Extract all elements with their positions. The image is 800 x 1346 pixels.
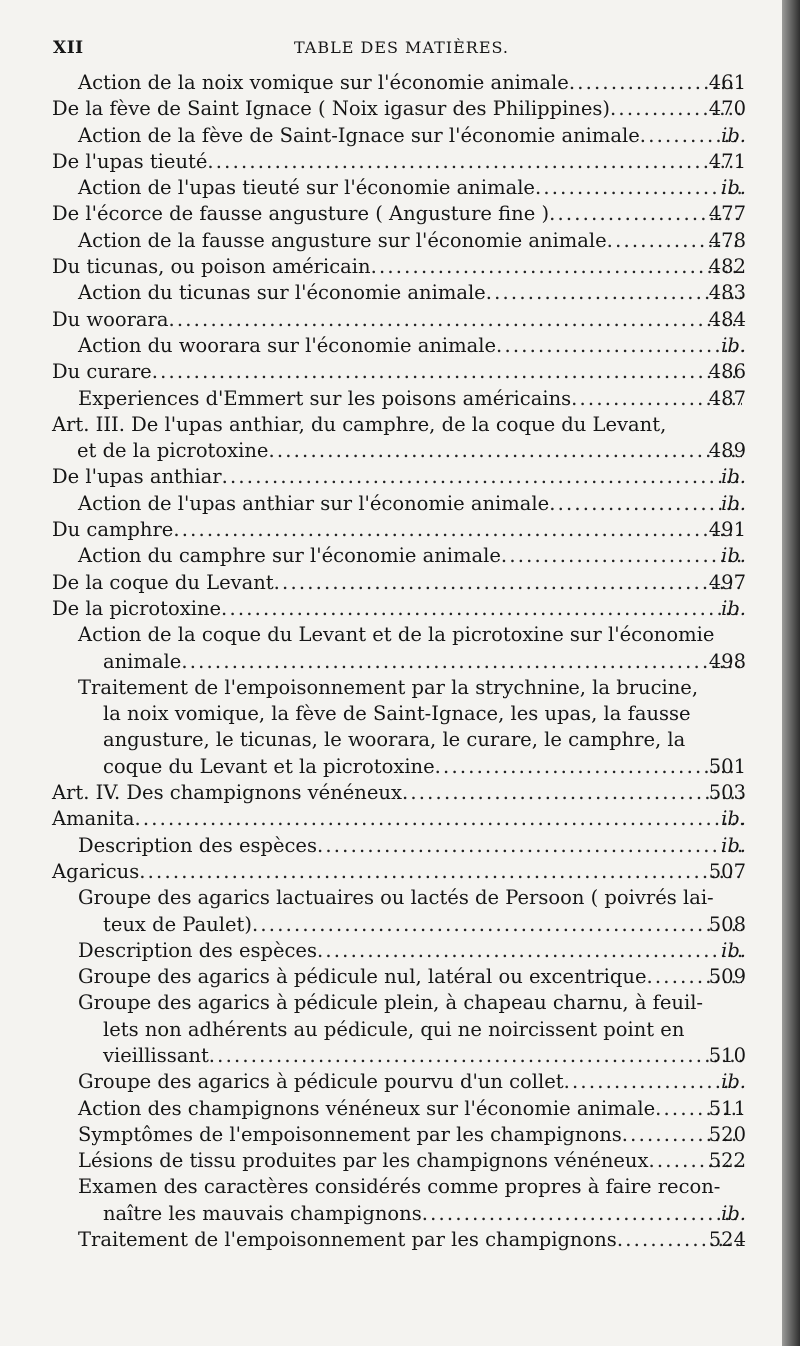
toc-entry-line — [78, 990, 742, 1016]
dot-leader — [134, 806, 742, 832]
running-title: TABLE DES MATIÈRES. — [294, 38, 509, 57]
toc-page-number: ib. — [721, 1201, 746, 1225]
toc-entry-text: De la fève de Saint Ignace ( Noix igasur des Philippines) — [52, 97, 611, 121]
toc-page-number: 483 — [708, 281, 746, 305]
toc-entry — [78, 938, 782, 964]
toc-entry — [78, 1148, 782, 1174]
toc-entry-line — [52, 780, 742, 806]
toc-entry-text: Art. III. De l'upas anthiar, du camphre, de la coque du Levant, — [52, 412, 667, 436]
toc-entry-line — [52, 149, 742, 175]
toc-entry-text: coque du Levant et la picrotoxine — [103, 754, 435, 778]
toc-page-number: ib. — [721, 833, 746, 857]
toc-page-number: ib. — [721, 333, 746, 357]
toc-entry-text: Amanita — [52, 807, 135, 831]
toc-page-number: ib. — [721, 938, 746, 962]
toc-page-number: 520 — [708, 1122, 746, 1146]
toc-page-number: 486 — [708, 360, 746, 384]
toc-page-number: 478 — [708, 228, 746, 252]
toc-entry-line — [52, 359, 742, 385]
toc-page-number: 511 — [708, 1096, 746, 1120]
toc-entry-line — [52, 438, 742, 464]
toc-entry-text: Traitement de l'empoisonnement par la strychnine, la brucine, — [78, 675, 699, 699]
page-edge-shadow — [782, 0, 800, 1346]
toc-entry — [78, 543, 782, 569]
toc-page-number: 501 — [708, 754, 746, 778]
toc-entry — [78, 675, 782, 780]
toc-entry-line — [78, 622, 742, 648]
dot-leader — [207, 149, 742, 175]
toc-entry-line — [78, 885, 742, 911]
toc-entry-line — [52, 859, 742, 885]
toc-entry — [52, 859, 782, 885]
toc-page-number: 497 — [708, 570, 746, 594]
page-header — [53, 38, 750, 64]
toc-entry-line — [78, 228, 742, 254]
toc-entry-line — [52, 517, 742, 543]
toc-page-number: ib. — [721, 491, 746, 515]
toc-entry — [52, 570, 782, 596]
dot-leader — [274, 570, 742, 596]
toc-entry-text: Groupe des agarics à pédicule pourvu d'un collet — [78, 1070, 564, 1094]
toc-page-number: 484 — [708, 307, 746, 331]
toc-entry-text: De la picrotoxine — [52, 596, 222, 620]
toc-page-number: 489 — [708, 439, 746, 463]
toc-entry-text: Groupe des agarics à pédicule nul, latéral ou excentrique — [78, 965, 647, 989]
toc-entry-text: Lésions de tissu produites par les champignons vénéneux — [78, 1149, 649, 1173]
toc-entry-text: Du woorara — [52, 307, 169, 331]
toc-entry — [78, 1096, 782, 1122]
toc-entry-line — [78, 386, 742, 412]
toc-page-number: ib. — [721, 807, 746, 831]
toc-entry-text: Action de la fève de Saint-Ignace sur l'économie animale — [78, 123, 640, 147]
toc-entry-line — [78, 280, 742, 306]
toc-entry-line — [78, 1227, 742, 1253]
toc-entry — [52, 806, 782, 832]
dot-leader — [168, 307, 742, 333]
toc-entry-text: vieillissant — [103, 1043, 209, 1067]
toc-entry-text: Du camphre — [52, 518, 174, 542]
toc-page-number: 471 — [708, 149, 746, 173]
toc-entry-line — [78, 491, 742, 517]
toc-entry-line — [52, 806, 742, 832]
dot-leader — [221, 596, 742, 622]
toc-entry — [52, 412, 782, 465]
toc-page-number: ib. — [721, 544, 746, 568]
toc-entry-line — [78, 727, 742, 753]
toc-entry-line — [52, 96, 742, 122]
toc-page-number: 470 — [708, 97, 746, 121]
toc-entry-text: animale — [103, 649, 182, 673]
toc-entry-text: Description des espèces — [78, 938, 317, 962]
toc-entry-text: Description des espèces — [78, 833, 317, 857]
toc-entry-line — [78, 70, 742, 96]
toc-entry-line — [52, 307, 742, 333]
toc-entry-text: Examen des caractères considérés comme propres à faire recon- — [78, 1175, 721, 1199]
toc-entry-text: Symptômes de l'empoisonnement par les champignons — [78, 1122, 622, 1146]
toc-entry-text: Art. IV. Des champignons vénéneux — [52, 781, 402, 805]
toc-entry — [78, 1122, 782, 1148]
toc-entry-text: Action du camphre sur l'économie animale — [78, 544, 501, 568]
toc-entry-line — [52, 254, 742, 280]
toc-entry — [52, 254, 782, 280]
toc-entry-line — [78, 675, 742, 701]
toc-entry-text: Groupe des agarics à pédicule plein, à chapeau charnu, à feuil- — [78, 991, 704, 1015]
toc-entry-line — [78, 1043, 742, 1069]
toc-entry — [78, 1227, 782, 1253]
toc-entry-text: Action des champignons vénéneux sur l'économie animale — [78, 1096, 656, 1120]
toc-entry — [78, 885, 782, 938]
toc-entry — [78, 70, 782, 96]
toc-page-number: 487 — [708, 386, 746, 410]
toc-entry-line — [52, 596, 742, 622]
toc-entry-line — [78, 1122, 742, 1148]
dot-leader — [402, 780, 742, 806]
toc-entry — [78, 622, 782, 675]
toc-entry-text: lets non adhérents au pédicule, qui ne noircissent point en — [103, 1017, 685, 1041]
toc-entry — [52, 96, 782, 122]
toc-entry-line — [52, 412, 742, 438]
toc-entry-line — [78, 964, 742, 990]
toc-entry — [52, 596, 782, 622]
dot-leader — [317, 833, 742, 859]
toc-entry — [78, 833, 782, 859]
toc-entry-line — [52, 570, 742, 596]
toc-entry — [78, 386, 782, 412]
toc-entry-text: De l'écorce de fausse angusture ( Angusture fine ) — [52, 202, 550, 226]
toc-page-number: 477 — [708, 202, 746, 226]
toc-entry-line — [78, 1017, 742, 1043]
dot-leader — [209, 1043, 742, 1069]
toc-entry-text: De l'upas anthiar — [52, 465, 222, 489]
toc-entry — [78, 1174, 782, 1227]
toc-page-number: 524 — [708, 1228, 746, 1252]
toc-entry — [78, 990, 782, 1069]
toc-entry-line — [78, 1148, 742, 1174]
toc-entry-text: angusture, le ticunas, le woorara, le curare, le camphre, la — [103, 728, 686, 752]
toc-entry — [78, 123, 782, 149]
toc-entry-text: Experiences d'Emmert sur les poisons américains — [78, 386, 572, 410]
toc-entry-line — [78, 175, 742, 201]
toc-entry-text: teux de Paulet) — [103, 912, 253, 936]
toc-entry-line — [78, 938, 742, 964]
toc-entry-line — [78, 833, 742, 859]
page-folio: XII — [53, 38, 84, 58]
toc-entry-line — [78, 912, 742, 938]
toc-page-number: 491 — [708, 518, 746, 542]
toc-entry-text: Action de la noix vomique sur l'économie animale — [78, 71, 569, 94]
toc-entry-line — [52, 464, 742, 490]
toc-entry — [52, 359, 782, 385]
toc-page-number: 508 — [708, 912, 746, 936]
toc-entry-line — [52, 201, 742, 227]
toc-entry-text: et de la picrotoxine — [77, 439, 269, 463]
toc-page-number: 461 — [708, 71, 746, 94]
toc-entry — [78, 228, 782, 254]
toc-entry — [78, 333, 782, 359]
toc-entry — [52, 464, 782, 490]
toc-entry-line — [78, 1201, 742, 1227]
toc-entry — [52, 307, 782, 333]
toc-entry — [52, 780, 782, 806]
toc-page-number: ib. — [721, 123, 746, 147]
toc-page-number: 522 — [708, 1149, 746, 1173]
dot-leader — [222, 464, 742, 490]
toc-entry-text: Agaricus — [52, 859, 140, 883]
toc-entry-line — [78, 754, 742, 780]
toc-entry-text: Action de l'upas tieuté sur l'économie animale — [78, 176, 535, 200]
toc-page-number: 503 — [708, 781, 746, 805]
toc-page-number: 510 — [708, 1043, 746, 1067]
dot-leader — [139, 859, 742, 885]
toc-entry-line — [78, 543, 742, 569]
dot-leader — [173, 517, 742, 543]
toc-entry-text: Action de la fausse angusture sur l'économie animale — [78, 228, 607, 252]
toc-entry-text: Du curare — [52, 360, 152, 384]
toc-page-number: ib. — [721, 596, 746, 620]
dot-leader — [181, 649, 742, 675]
toc-entry-text: la noix vomique, la fève de Saint-Ignace, les upas, la fausse — [103, 702, 691, 726]
toc-entry-line — [78, 1096, 742, 1122]
toc-entry-text: Groupe des agarics lactuaires ou lactés de Persoon ( poivrés lai- — [78, 886, 714, 910]
toc-entry-line — [78, 1174, 742, 1200]
toc-entry-line — [78, 1069, 742, 1095]
table-of-contents — [0, 70, 782, 1253]
toc-entry-text: De l'upas tieuté — [52, 149, 208, 173]
toc-entry — [78, 964, 782, 990]
toc-entry — [52, 201, 782, 227]
dot-leader — [252, 912, 742, 938]
toc-entry-text: Action de l'upas anthiar sur l'économie animale — [78, 491, 550, 515]
toc-entry — [78, 280, 782, 306]
toc-page-number: 482 — [708, 255, 746, 279]
dot-leader — [152, 359, 742, 385]
dot-leader — [268, 438, 742, 464]
toc-entry-text: naître les mauvais champignons — [103, 1201, 422, 1225]
toc-entry — [78, 175, 782, 201]
toc-entry-text: Action du ticunas sur l'économie animale — [78, 281, 486, 305]
toc-page-number: 509 — [708, 965, 746, 989]
toc-entry — [78, 1069, 782, 1095]
toc-page-number: ib. — [721, 1070, 746, 1094]
toc-entry-line — [78, 123, 742, 149]
toc-entry — [52, 517, 782, 543]
toc-page-number: ib. — [721, 176, 746, 200]
toc-page-number: ib. — [721, 465, 746, 489]
toc-page-number: 498 — [708, 649, 746, 673]
dot-leader — [317, 938, 742, 964]
toc-entry — [52, 149, 782, 175]
toc-entry-line — [78, 333, 742, 359]
toc-entry-text: Du ticunas, ou poison américain — [52, 255, 371, 279]
dot-leader — [371, 254, 742, 280]
toc-entry-line — [78, 649, 742, 675]
toc-entry — [78, 491, 782, 517]
toc-page-number: 507 — [708, 859, 746, 883]
toc-entry-text: Traitement de l'empoisonnement par les champignons — [78, 1228, 617, 1252]
toc-entry-line — [78, 701, 742, 727]
toc-entry-text: Action du woorara sur l'économie animale — [78, 333, 497, 357]
toc-entry-text: Action de la coque du Levant et de la picrotoxine sur l'économie — [78, 623, 715, 647]
toc-entry-text: De la coque du Levant — [52, 570, 274, 594]
